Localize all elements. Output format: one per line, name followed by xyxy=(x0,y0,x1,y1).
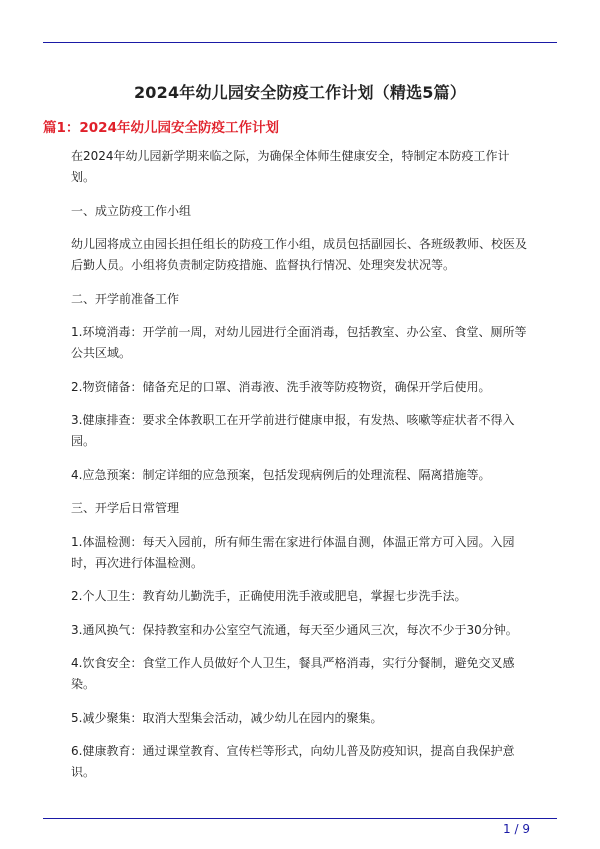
paragraph-disinfection: 1.环境消毒：开学前一周，对幼儿园进行全面消毒，包括教室、办公室、食堂、厕所等公共区域。 xyxy=(71,325,527,360)
intro-paragraph: 在2024年幼儿园新学期来临之际，为确保全体师生健康安全，特制定本防疫工作计划。 xyxy=(71,149,510,184)
paragraph-working-group: 幼儿园将成立由园长担任组长的防疫工作小组，成员包括副园长、各班级教师、校医及后勤人员。小组将负责制定防疫措施、监督执行情况、处理突发状况等。 xyxy=(71,237,528,272)
paragraph-health-education: 6.健康教育：通过课堂教育、宣传栏等形式，向幼儿普及防疫知识，提高自我保护意识。 xyxy=(71,744,515,779)
page-number: 1 / 9 xyxy=(503,822,530,836)
section-title: 篇1：2024年幼儿园安全防疫工作计划 xyxy=(43,120,279,136)
paragraph-ventilation: 3.通风换气：保持教室和办公室空气流通，每天至少通风三次，每次不少于30分钟。 xyxy=(71,622,518,637)
heading-daily-management: 三、开学后日常管理 xyxy=(71,501,180,515)
header-rule xyxy=(43,42,557,43)
heading-preparation: 二、开学前准备工作 xyxy=(71,291,180,306)
paragraph-supplies: 2.物资储备：储备充足的口罩、消毒液、洗手液等防疫物资，确保开学后使用。 xyxy=(71,379,491,394)
heading-working-group: 一、成立防疫工作小组 xyxy=(71,203,192,218)
document-title: 2024年幼儿园安全防疫工作计划（精选5篇） xyxy=(133,83,467,102)
paragraph-emergency-plan: 4.应急预案：制定详细的应急预案，包括发现病例后的处理流程、隔离措施等。 xyxy=(71,467,491,482)
paragraph-temperature: 1.体温检测：每天入园前，所有师生需在家进行体温自测，体温正常方可入园。入园时，再次进行体温检测。 xyxy=(71,534,515,570)
paragraph-health-screening: 3.健康排查：要求全体教职工在开学前进行健康申报，有发热、咳嗽等症状者不得入园。 xyxy=(71,413,515,448)
paragraph-reduce-gathering: 5.减少聚集：取消大型集会活动，减少幼儿在园内的聚集。 xyxy=(71,710,383,725)
document-body xyxy=(71,146,527,796)
paragraph-food-safety: 4.饮食安全：食堂工作人员做好个人卫生，餐具严格消毒，实行分餐制，避免交叉感染。 xyxy=(71,656,515,691)
paragraph-hygiene: 2.个人卫生：教育幼儿勤洗手，正确使用洗手液或肥皂，掌握七步洗手法。 xyxy=(71,589,467,603)
footer-rule xyxy=(43,818,557,819)
